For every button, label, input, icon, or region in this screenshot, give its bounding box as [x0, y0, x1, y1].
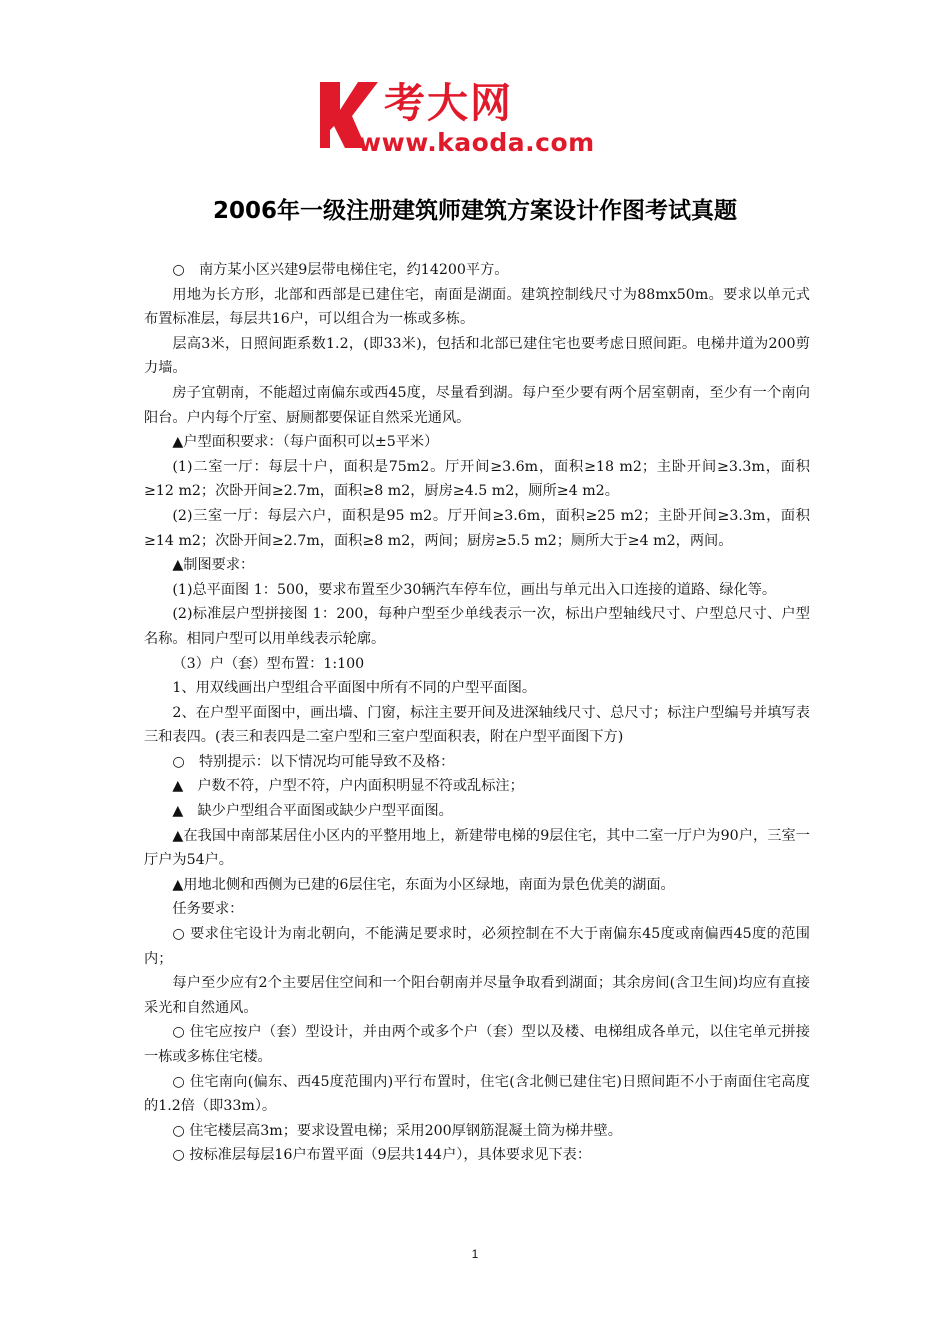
paragraph: 任务要求：	[172, 901, 244, 918]
paragraph: ○ 要求住宅设计为南北朝向，不能满足要求时，必须控制在不大于南偏东45度或南偏西45度的范围内；	[144, 926, 810, 967]
paragraph: ▲用地北侧和西侧为已建的6层住宅，东面为小区绿地，南面为景色优美的湖面。	[172, 876, 675, 893]
paragraph: 用地为长方形，北部和西部是已建住宅，南面是湖面。建筑控制线尺寸为88mx50m。要求以单元式布置标准层，每层共16户，可以组合为一栋或多栋。	[144, 286, 810, 328]
paragraph: ○ 特别提示：以下情况均可能导致不及格：	[172, 753, 455, 770]
paragraph: ▲制图要求：	[172, 557, 255, 574]
paragraph: 2、在户型平面图中，画出墙、门窗，标注主要开间及进深轴线尺寸、总尺寸；标注户型编号并填写表三和表四。(表三和表四是二室户型和三室户型面积表，附在户型平面图下方)	[144, 704, 810, 746]
paragraph: (1)二室一厅：每层十户，面积是75m2。厅开间≥3.6m，面积≥18 m2；主卧开间≥3.3m，面积≥12 m2；次卧开间≥2.7m，面积≥8 m2，厨房≥4.5 m2，厕所≥4 m2。	[144, 458, 810, 500]
paragraph: ○ 按标准层每层16户布置平面（9层共144户），具体要求见下表：	[172, 1147, 592, 1164]
document-body	[144, 258, 810, 1168]
paragraph: ▲户型面积要求：（每户面积可以±5平米）	[172, 434, 439, 451]
paragraph: ○ 南方某小区兴建9层带电梯住宅，约14200平方。	[172, 262, 509, 278]
paragraph: （3）户（套）型布置：1:100	[172, 655, 365, 672]
paragraph: 1、用双线画出户型组合平面图中所有不同的户型平面图。	[172, 680, 537, 697]
paragraph: 房子宜朝南，不能超过南偏东或西45度，尽量看到湖。每户至少要有两个居室朝南，至少有一个南向阳台。户内每个厅室、厨厕都要保证自然采光通风。	[144, 384, 810, 426]
paragraph: ▲ 缺少户型组合平面图或缺少户型平面图。	[172, 803, 453, 820]
paragraph: (1)总平面图 1：500，要求布置至少30辆汽车停车位，画出与单元出入口连接的道路、绿化等。	[172, 581, 777, 598]
paragraph: (2)标准层户型拼接图 1：200，每种户型至少单线表示一次，标出户型轴线尺寸、户型总尺寸、户型名称。相同户型可以用单线表示轮廓。	[144, 606, 810, 647]
paragraph: ▲ 户数不符，户型不符，户内面积明显不符或乱标注；	[172, 778, 524, 795]
logo-url: www.kaoda.com	[358, 128, 595, 157]
page-number: 1	[471, 1247, 479, 1261]
logo-chinese-name: 考大网	[384, 79, 513, 127]
paragraph: ○ 住宅楼层高3m；要求设置电梯；采用200厚钢筋混凝土筒为梯井壁。	[172, 1122, 622, 1139]
kaoda-logo	[318, 80, 638, 160]
paragraph: 每户至少应有2个主要居住空间和一个阳台朝南并尽量争取看到湖面；其余房间(含卫生间)均应有直接采光和自然通风。	[144, 975, 810, 1016]
paragraph: (2)三室一厅：每层六户，面积是95 m2。厅开间≥3.6m，面积≥25 m2；主卧开间≥3.3m，面积≥14 m2；次卧开间≥2.7m，面积≥8 m2，两间；厨房≥5.5 m2；厕所大于≥4 m2，两间。	[144, 507, 810, 549]
paragraph: ○ 住宅应按户（套）型设计，并由两个或多个户（套）型以及楼、电梯组成各单元，以住宅单元拼接一栋或多栋住宅楼。	[144, 1024, 810, 1065]
paragraph: ○ 住宅南向(偏东、西45度范围内)平行布置时，住宅(含北侧已建住宅)日照间距不小于南面住宅高度的1.2倍（即33m）。	[144, 1073, 810, 1115]
paragraph: ▲在我国中南部某居住小区内的平整用地上，新建带电梯的9层住宅，其中二室一厅户为90户，三室一厅户为54户。	[144, 827, 810, 869]
page-title: 2006年一级注册建筑师建筑方案设计作图考试真题	[212, 198, 737, 224]
paragraph: 层高3米，日照间距系数1.2，(即33米)，包括和北部已建住宅也要考虑日照间距。电梯井道为200剪力墙。	[144, 335, 810, 377]
